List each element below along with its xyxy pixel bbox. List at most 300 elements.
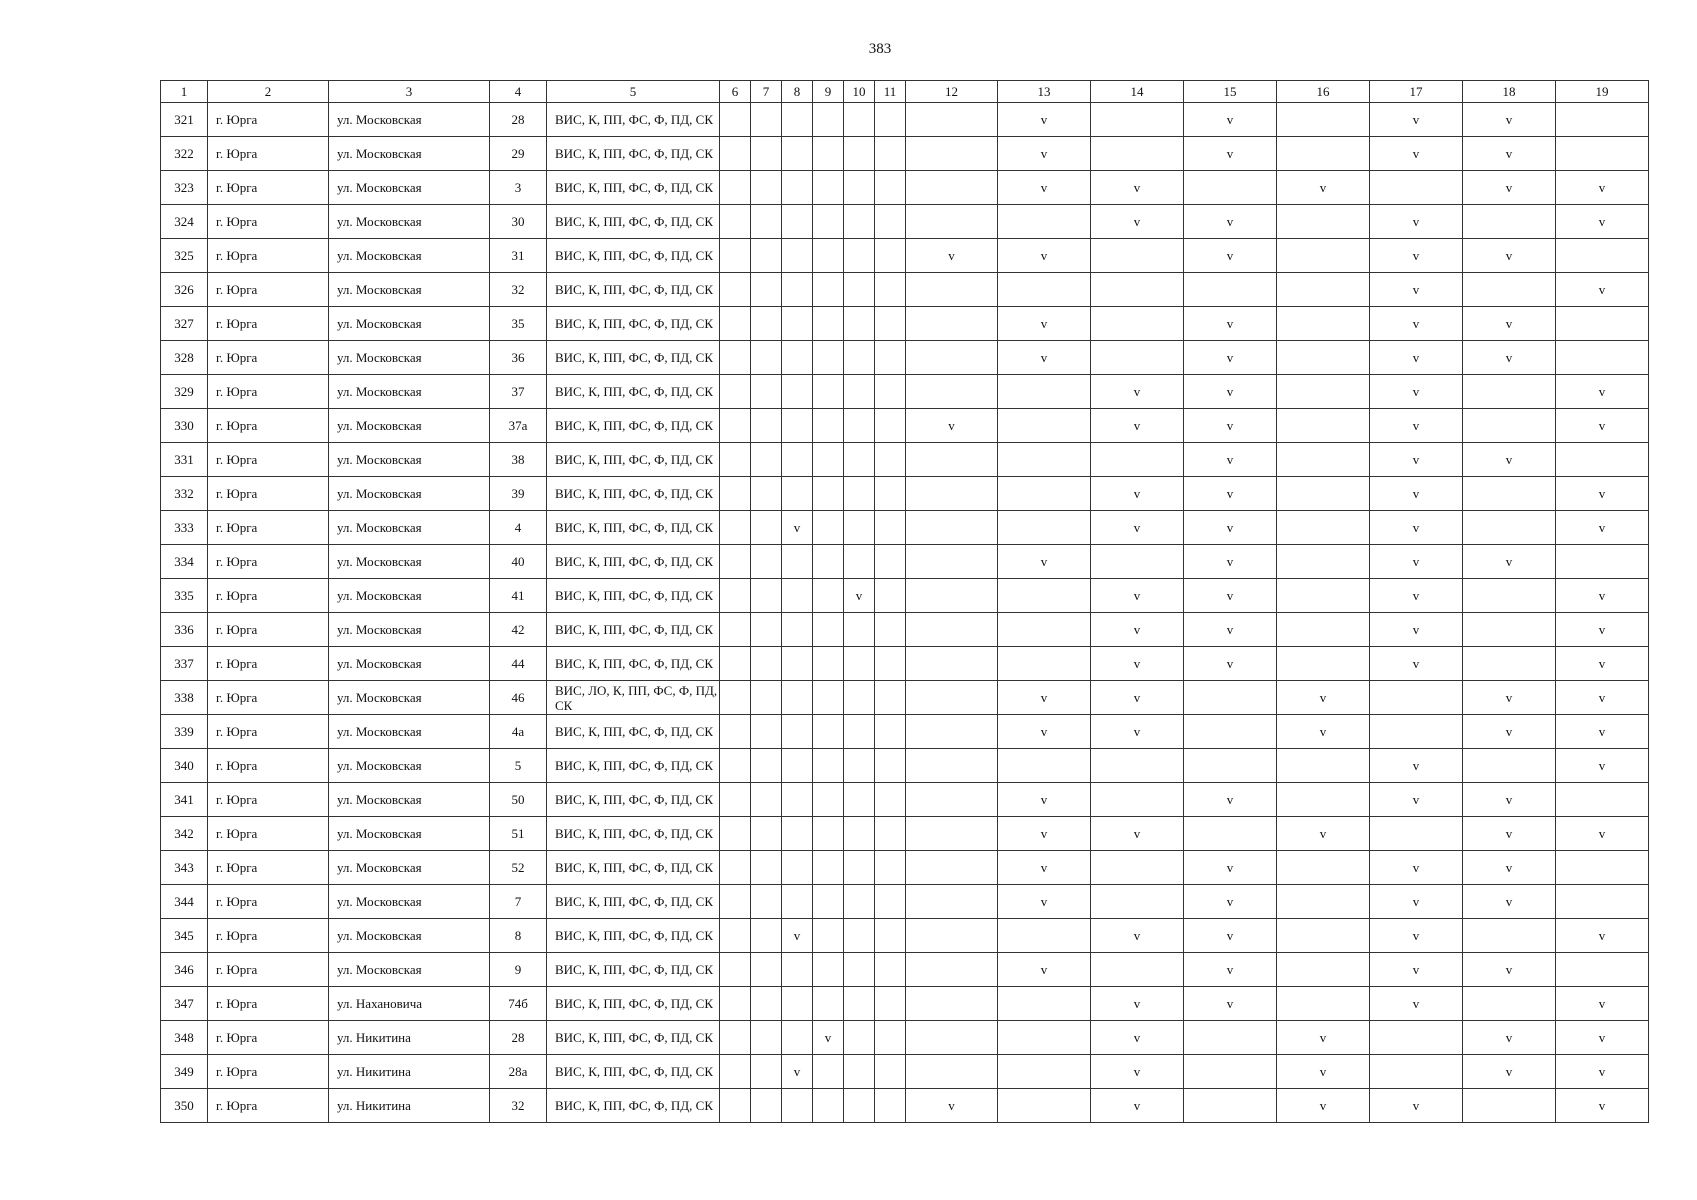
- city-cell: г. Юрга: [208, 715, 329, 749]
- empty-cell: [875, 1021, 906, 1055]
- empty-cell: [751, 341, 782, 375]
- empty-cell: [1463, 477, 1556, 511]
- empty-cell: [1277, 851, 1370, 885]
- table-row: [161, 613, 1649, 647]
- check-mark: v: [1556, 579, 1649, 613]
- street-cell: ул. Московская: [329, 783, 490, 817]
- empty-cell: [875, 1089, 906, 1123]
- empty-cell: [751, 307, 782, 341]
- empty-cell: [875, 171, 906, 205]
- types-cell: ВИС, К, ПП, ФС, Ф, ПД, СК: [547, 511, 720, 545]
- city-cell: г. Юрга: [208, 409, 329, 443]
- empty-cell: [1277, 273, 1370, 307]
- empty-cell: [751, 647, 782, 681]
- check-mark: v: [998, 851, 1091, 885]
- empty-cell: [720, 919, 751, 953]
- header-row: [161, 81, 1649, 103]
- city-cell: г. Юрга: [208, 1055, 329, 1089]
- empty-cell: [813, 647, 844, 681]
- column-header: 19: [1556, 81, 1649, 103]
- check-mark: v: [1091, 817, 1184, 851]
- empty-cell: [782, 1021, 813, 1055]
- check-mark: v: [1184, 307, 1277, 341]
- street-cell: ул. Московская: [329, 171, 490, 205]
- check-mark: v: [1091, 579, 1184, 613]
- check-mark: v: [998, 681, 1091, 715]
- empty-cell: [813, 715, 844, 749]
- house-cell: 28а: [490, 1055, 547, 1089]
- row-number: 339: [161, 715, 208, 749]
- empty-cell: [751, 205, 782, 239]
- check-mark: v: [782, 511, 813, 545]
- check-mark: v: [1463, 885, 1556, 919]
- empty-cell: [906, 205, 998, 239]
- empty-cell: [1277, 647, 1370, 681]
- empty-cell: [720, 477, 751, 511]
- types-cell: ВИС, К, ПП, ФС, Ф, ПД, СК: [547, 341, 720, 375]
- empty-cell: [720, 987, 751, 1021]
- empty-cell: [906, 715, 998, 749]
- check-mark: v: [1091, 987, 1184, 1021]
- empty-cell: [1463, 273, 1556, 307]
- table-row: [161, 1021, 1649, 1055]
- house-cell: 46: [490, 681, 547, 715]
- check-mark: v: [1370, 375, 1463, 409]
- house-cell: 30: [490, 205, 547, 239]
- empty-cell: [844, 783, 875, 817]
- empty-cell: [1463, 749, 1556, 783]
- empty-cell: [751, 919, 782, 953]
- empty-cell: [1277, 477, 1370, 511]
- street-cell: ул. Московская: [329, 817, 490, 851]
- street-cell: ул. Московская: [329, 443, 490, 477]
- city-cell: г. Юрга: [208, 1089, 329, 1123]
- empty-cell: [751, 817, 782, 851]
- empty-cell: [720, 783, 751, 817]
- empty-cell: [844, 545, 875, 579]
- check-mark: v: [1463, 851, 1556, 885]
- empty-cell: [875, 613, 906, 647]
- check-mark: v: [1370, 851, 1463, 885]
- check-mark: v: [1463, 783, 1556, 817]
- check-mark: v: [1091, 171, 1184, 205]
- empty-cell: [1556, 885, 1649, 919]
- street-cell: ул. Московская: [329, 919, 490, 953]
- empty-cell: [1277, 885, 1370, 919]
- street-cell: ул. Московская: [329, 341, 490, 375]
- types-cell: ВИС, ЛО, К, ПП, ФС, Ф, ПД, СК: [547, 681, 720, 715]
- types-cell: ВИС, К, ПП, ФС, Ф, ПД, СК: [547, 307, 720, 341]
- empty-cell: [998, 511, 1091, 545]
- check-mark: v: [1184, 953, 1277, 987]
- column-header: 7: [751, 81, 782, 103]
- house-cell: 36: [490, 341, 547, 375]
- table-row: [161, 579, 1649, 613]
- check-mark: v: [1370, 545, 1463, 579]
- empty-cell: [751, 239, 782, 273]
- empty-cell: [844, 409, 875, 443]
- empty-cell: [906, 341, 998, 375]
- city-cell: г. Юрга: [208, 1021, 329, 1055]
- empty-cell: [813, 239, 844, 273]
- table-row: [161, 851, 1649, 885]
- city-cell: г. Юрга: [208, 477, 329, 511]
- check-mark: v: [1184, 885, 1277, 919]
- empty-cell: [875, 205, 906, 239]
- types-cell: ВИС, К, ПП, ФС, Ф, ПД, СК: [547, 1021, 720, 1055]
- street-cell: ул. Московская: [329, 647, 490, 681]
- street-cell: ул. Московская: [329, 749, 490, 783]
- house-cell: 32: [490, 273, 547, 307]
- city-cell: г. Юрга: [208, 103, 329, 137]
- empty-cell: [751, 851, 782, 885]
- street-cell: ул. Никитина: [329, 1021, 490, 1055]
- street-cell: ул. Никитина: [329, 1055, 490, 1089]
- empty-cell: [751, 783, 782, 817]
- empty-cell: [1556, 443, 1649, 477]
- street-cell: ул. Московская: [329, 273, 490, 307]
- table-row: [161, 307, 1649, 341]
- empty-cell: [813, 171, 844, 205]
- empty-cell: [1277, 137, 1370, 171]
- empty-cell: [906, 749, 998, 783]
- street-cell: ул. Московская: [329, 375, 490, 409]
- empty-cell: [844, 171, 875, 205]
- check-mark: v: [1091, 375, 1184, 409]
- empty-cell: [875, 987, 906, 1021]
- empty-cell: [813, 851, 844, 885]
- empty-cell: [720, 375, 751, 409]
- city-cell: г. Юрга: [208, 579, 329, 613]
- empty-cell: [1277, 239, 1370, 273]
- empty-cell: [1277, 511, 1370, 545]
- check-mark: v: [1556, 987, 1649, 1021]
- column-header: 14: [1091, 81, 1184, 103]
- empty-cell: [782, 307, 813, 341]
- row-number: 336: [161, 613, 208, 647]
- check-mark: v: [1463, 239, 1556, 273]
- empty-cell: [1184, 749, 1277, 783]
- empty-cell: [782, 579, 813, 613]
- empty-cell: [906, 681, 998, 715]
- empty-cell: [813, 545, 844, 579]
- empty-cell: [844, 239, 875, 273]
- empty-cell: [813, 953, 844, 987]
- city-cell: г. Юрга: [208, 749, 329, 783]
- empty-cell: [844, 511, 875, 545]
- empty-cell: [1463, 987, 1556, 1021]
- empty-cell: [844, 477, 875, 511]
- empty-cell: [1091, 885, 1184, 919]
- check-mark: v: [1370, 987, 1463, 1021]
- empty-cell: [906, 953, 998, 987]
- empty-cell: [875, 409, 906, 443]
- empty-cell: [844, 647, 875, 681]
- row-number: 322: [161, 137, 208, 171]
- city-cell: г. Юрга: [208, 851, 329, 885]
- check-mark: v: [1091, 681, 1184, 715]
- check-mark: v: [1370, 307, 1463, 341]
- empty-cell: [1463, 1089, 1556, 1123]
- house-cell: 4: [490, 511, 547, 545]
- empty-cell: [720, 443, 751, 477]
- house-cell: 5: [490, 749, 547, 783]
- empty-cell: [720, 885, 751, 919]
- table-row: [161, 375, 1649, 409]
- empty-cell: [906, 375, 998, 409]
- check-mark: v: [1184, 341, 1277, 375]
- empty-cell: [782, 545, 813, 579]
- table-row: [161, 783, 1649, 817]
- row-number: 326: [161, 273, 208, 307]
- check-mark: v: [1463, 681, 1556, 715]
- row-number: 345: [161, 919, 208, 953]
- empty-cell: [1463, 375, 1556, 409]
- column-header: 15: [1184, 81, 1277, 103]
- table-row: [161, 919, 1649, 953]
- empty-cell: [1556, 783, 1649, 817]
- column-header: 11: [875, 81, 906, 103]
- empty-cell: [875, 953, 906, 987]
- city-cell: г. Юрга: [208, 885, 329, 919]
- empty-cell: [813, 205, 844, 239]
- empty-cell: [1091, 783, 1184, 817]
- empty-cell: [875, 749, 906, 783]
- empty-cell: [782, 239, 813, 273]
- empty-cell: [1556, 851, 1649, 885]
- check-mark: v: [998, 545, 1091, 579]
- empty-cell: [813, 375, 844, 409]
- check-mark: v: [1370, 103, 1463, 137]
- empty-cell: [906, 103, 998, 137]
- table-row: [161, 341, 1649, 375]
- city-cell: г. Юрга: [208, 171, 329, 205]
- row-number: 338: [161, 681, 208, 715]
- types-cell: ВИС, К, ПП, ФС, Ф, ПД, СК: [547, 273, 720, 307]
- empty-cell: [998, 409, 1091, 443]
- check-mark: v: [998, 783, 1091, 817]
- check-mark: v: [1091, 1055, 1184, 1089]
- empty-cell: [1370, 1021, 1463, 1055]
- empty-cell: [875, 375, 906, 409]
- empty-cell: [1184, 1055, 1277, 1089]
- types-cell: ВИС, К, ПП, ФС, Ф, ПД, СК: [547, 749, 720, 783]
- empty-cell: [844, 919, 875, 953]
- empty-cell: [998, 1055, 1091, 1089]
- empty-cell: [844, 137, 875, 171]
- house-cell: 35: [490, 307, 547, 341]
- empty-cell: [813, 885, 844, 919]
- empty-cell: [813, 817, 844, 851]
- column-header: 1: [161, 81, 208, 103]
- empty-cell: [751, 443, 782, 477]
- empty-cell: [751, 885, 782, 919]
- empty-cell: [844, 341, 875, 375]
- empty-cell: [906, 579, 998, 613]
- empty-cell: [751, 409, 782, 443]
- empty-cell: [720, 1055, 751, 1089]
- empty-cell: [751, 137, 782, 171]
- check-mark: v: [1556, 681, 1649, 715]
- empty-cell: [720, 137, 751, 171]
- table-row: [161, 239, 1649, 273]
- empty-cell: [813, 987, 844, 1021]
- check-mark: v: [998, 953, 1091, 987]
- house-cell: 28: [490, 1021, 547, 1055]
- empty-cell: [906, 919, 998, 953]
- empty-cell: [751, 1055, 782, 1089]
- check-mark: v: [1091, 477, 1184, 511]
- row-number: 340: [161, 749, 208, 783]
- empty-cell: [998, 749, 1091, 783]
- empty-cell: [1556, 103, 1649, 137]
- empty-cell: [1370, 681, 1463, 715]
- row-number: 332: [161, 477, 208, 511]
- row-number: 343: [161, 851, 208, 885]
- row-number: 327: [161, 307, 208, 341]
- empty-cell: [844, 953, 875, 987]
- empty-cell: [751, 681, 782, 715]
- check-mark: v: [1370, 477, 1463, 511]
- check-mark: v: [1556, 273, 1649, 307]
- empty-cell: [1091, 273, 1184, 307]
- street-cell: ул. Московская: [329, 681, 490, 715]
- types-cell: ВИС, К, ПП, ФС, Ф, ПД, СК: [547, 545, 720, 579]
- check-mark: v: [1184, 919, 1277, 953]
- types-cell: ВИС, К, ПП, ФС, Ф, ПД, СК: [547, 409, 720, 443]
- check-mark: v: [1463, 817, 1556, 851]
- street-cell: ул. Московская: [329, 851, 490, 885]
- empty-cell: [844, 103, 875, 137]
- types-cell: ВИС, К, ПП, ФС, Ф, ПД, СК: [547, 647, 720, 681]
- empty-cell: [844, 307, 875, 341]
- empty-cell: [844, 987, 875, 1021]
- empty-cell: [813, 579, 844, 613]
- row-number: 346: [161, 953, 208, 987]
- row-number: 348: [161, 1021, 208, 1055]
- empty-cell: [813, 613, 844, 647]
- check-mark: v: [1463, 1055, 1556, 1089]
- check-mark: v: [998, 307, 1091, 341]
- check-mark: v: [1370, 511, 1463, 545]
- types-cell: ВИС, К, ПП, ФС, Ф, ПД, СК: [547, 443, 720, 477]
- row-number: 328: [161, 341, 208, 375]
- table-row: [161, 477, 1649, 511]
- empty-cell: [782, 817, 813, 851]
- table-row: [161, 171, 1649, 205]
- table-row: [161, 409, 1649, 443]
- empty-cell: [1091, 545, 1184, 579]
- check-mark: v: [1463, 307, 1556, 341]
- empty-cell: [782, 477, 813, 511]
- row-number: 323: [161, 171, 208, 205]
- house-cell: 31: [490, 239, 547, 273]
- empty-cell: [720, 1021, 751, 1055]
- street-cell: ул. Московская: [329, 239, 490, 273]
- check-mark: v: [998, 341, 1091, 375]
- table-row: [161, 511, 1649, 545]
- empty-cell: [782, 1089, 813, 1123]
- check-mark: v: [1091, 919, 1184, 953]
- table-body: [161, 81, 1649, 1123]
- column-header: 17: [1370, 81, 1463, 103]
- column-header: 18: [1463, 81, 1556, 103]
- empty-cell: [844, 443, 875, 477]
- house-cell: 44: [490, 647, 547, 681]
- row-number: 331: [161, 443, 208, 477]
- check-mark: v: [1556, 477, 1649, 511]
- empty-cell: [782, 851, 813, 885]
- column-header: 12: [906, 81, 998, 103]
- check-mark: v: [1463, 103, 1556, 137]
- street-cell: ул. Московская: [329, 409, 490, 443]
- row-number: 330: [161, 409, 208, 443]
- empty-cell: [906, 1055, 998, 1089]
- house-cell: 28: [490, 103, 547, 137]
- check-mark: v: [906, 409, 998, 443]
- types-cell: ВИС, К, ПП, ФС, Ф, ПД, СК: [547, 171, 720, 205]
- table-row: [161, 103, 1649, 137]
- row-number: 321: [161, 103, 208, 137]
- check-mark: v: [1184, 545, 1277, 579]
- empty-cell: [751, 749, 782, 783]
- empty-cell: [1277, 783, 1370, 817]
- empty-cell: [720, 681, 751, 715]
- column-header: 16: [1277, 81, 1370, 103]
- empty-cell: [906, 987, 998, 1021]
- empty-cell: [813, 341, 844, 375]
- row-number: 335: [161, 579, 208, 613]
- check-mark: v: [1277, 817, 1370, 851]
- empty-cell: [1370, 817, 1463, 851]
- check-mark: v: [1370, 273, 1463, 307]
- check-mark: v: [1556, 647, 1649, 681]
- street-cell: ул. Московская: [329, 205, 490, 239]
- empty-cell: [1184, 273, 1277, 307]
- check-mark: v: [1556, 511, 1649, 545]
- empty-cell: [813, 443, 844, 477]
- row-number: 344: [161, 885, 208, 919]
- check-mark: v: [1556, 1055, 1649, 1089]
- empty-cell: [720, 409, 751, 443]
- empty-cell: [875, 681, 906, 715]
- check-mark: v: [1184, 443, 1277, 477]
- empty-cell: [751, 375, 782, 409]
- check-mark: v: [1184, 137, 1277, 171]
- empty-cell: [1463, 647, 1556, 681]
- types-cell: ВИС, К, ПП, ФС, Ф, ПД, СК: [547, 579, 720, 613]
- empty-cell: [998, 987, 1091, 1021]
- empty-cell: [813, 511, 844, 545]
- empty-cell: [720, 205, 751, 239]
- empty-cell: [751, 715, 782, 749]
- empty-cell: [782, 171, 813, 205]
- house-cell: 38: [490, 443, 547, 477]
- empty-cell: [844, 885, 875, 919]
- empty-cell: [844, 1021, 875, 1055]
- empty-cell: [1277, 545, 1370, 579]
- empty-cell: [782, 647, 813, 681]
- empty-cell: [1184, 681, 1277, 715]
- empty-cell: [844, 205, 875, 239]
- empty-cell: [1091, 749, 1184, 783]
- empty-cell: [906, 783, 998, 817]
- empty-cell: [1277, 341, 1370, 375]
- empty-cell: [844, 613, 875, 647]
- empty-cell: [751, 953, 782, 987]
- empty-cell: [720, 851, 751, 885]
- empty-cell: [782, 273, 813, 307]
